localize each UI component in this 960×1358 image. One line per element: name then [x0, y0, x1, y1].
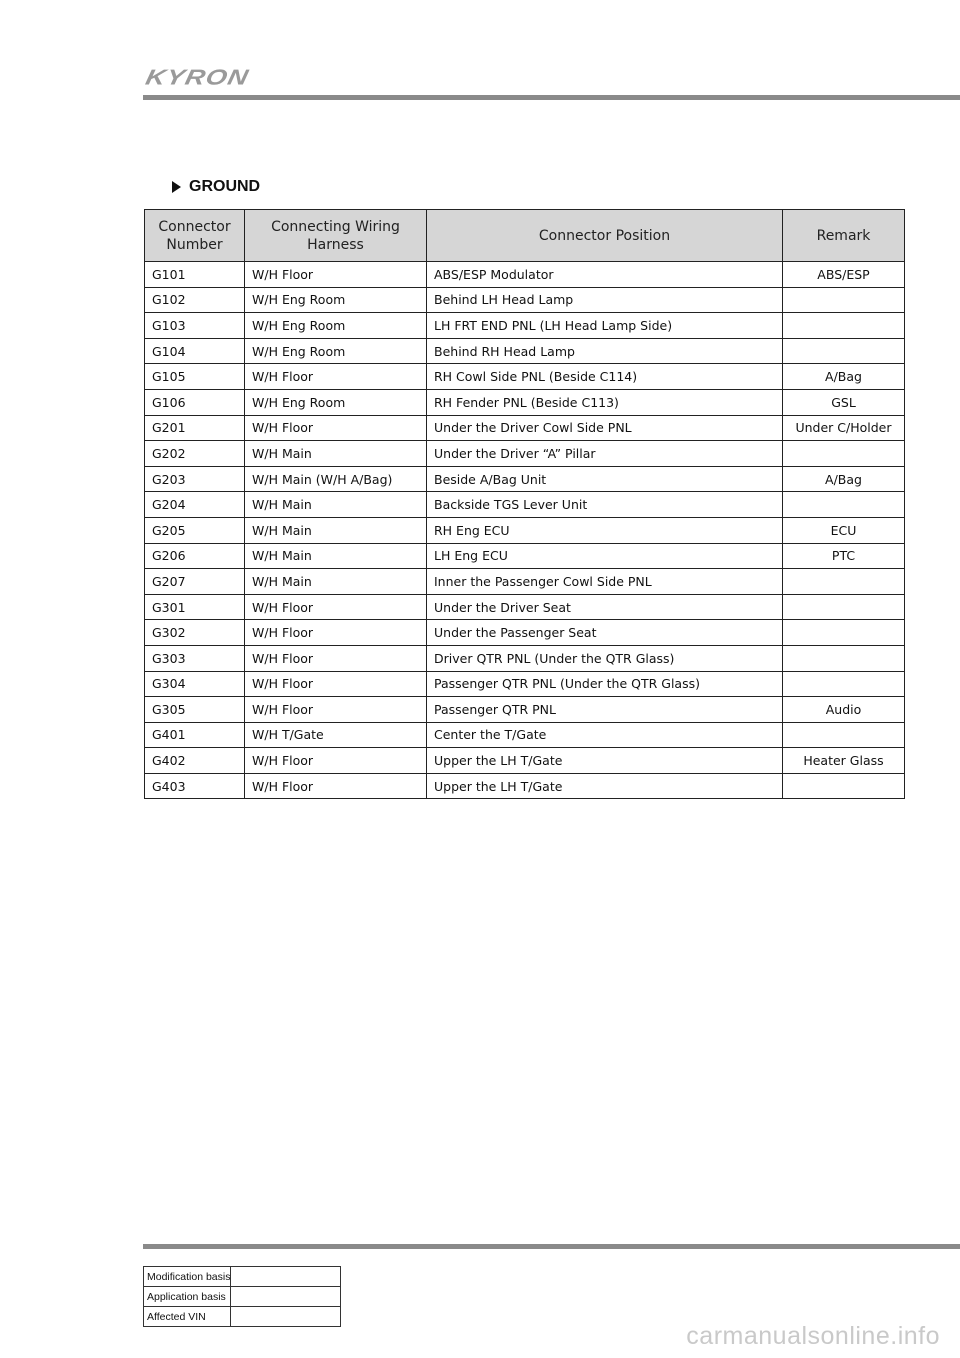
cell-connector-number: G204	[145, 492, 245, 518]
cell-connector-number: G302	[145, 620, 245, 646]
cell-wiring-harness: W/H Eng Room	[245, 313, 427, 339]
cell-wiring-harness: W/H Floor	[245, 415, 427, 441]
modification-label: Modification basis	[144, 1267, 231, 1287]
modification-value	[231, 1287, 341, 1307]
modification-row	[144, 1267, 341, 1287]
cell-remark: ABS/ESP	[783, 262, 905, 288]
cell-wiring-harness: W/H Eng Room	[245, 389, 427, 415]
modification-label: Affected VIN	[144, 1307, 231, 1327]
cell-connector-number: G105	[145, 364, 245, 390]
header-connector-position: Connector Position	[427, 210, 783, 262]
table-row	[145, 466, 905, 492]
cell-remark	[783, 287, 905, 313]
cell-wiring-harness: W/H Floor	[245, 697, 427, 723]
cell-wiring-harness: W/H Floor	[245, 594, 427, 620]
table-row	[145, 594, 905, 620]
cell-connector-position: Behind RH Head Lamp	[427, 338, 783, 364]
cell-remark: Audio	[783, 697, 905, 723]
cell-connector-number: G402	[145, 748, 245, 774]
cell-connector-number: G202	[145, 441, 245, 467]
cell-connector-number: G403	[145, 773, 245, 799]
cell-remark: PTC	[783, 543, 905, 569]
table-row	[145, 313, 905, 339]
cell-wiring-harness: W/H Main	[245, 492, 427, 518]
cell-connector-position: Beside A/Bag Unit	[427, 466, 783, 492]
table-row	[145, 338, 905, 364]
kyron-logo: KYRON	[143, 65, 252, 90]
table-row	[145, 415, 905, 441]
cell-wiring-harness: W/H T/Gate	[245, 722, 427, 748]
cell-wiring-harness: W/H Floor	[245, 364, 427, 390]
cell-remark	[783, 671, 905, 697]
cell-connector-position: ABS/ESP Modulator	[427, 262, 783, 288]
watermark: carmanualsonline.info	[686, 1322, 940, 1350]
cell-wiring-harness: W/H Floor	[245, 620, 427, 646]
header-rule	[143, 95, 960, 100]
cell-connector-position: Under the Passenger Seat	[427, 620, 783, 646]
table-row	[145, 773, 905, 799]
table-row	[145, 441, 905, 467]
table-header-row	[145, 210, 905, 262]
cell-remark	[783, 620, 905, 646]
cell-connector-position: Center the T/Gate	[427, 722, 783, 748]
table-row	[145, 543, 905, 569]
cell-connector-position: RH Eng ECU	[427, 517, 783, 543]
cell-connector-number: G305	[145, 697, 245, 723]
table-row	[145, 722, 905, 748]
cell-remark: Heater Glass	[783, 748, 905, 774]
cell-connector-position: LH FRT END PNL (LH Head Lamp Side)	[427, 313, 783, 339]
cell-connector-position: Backside TGS Lever Unit	[427, 492, 783, 518]
table-row	[145, 492, 905, 518]
cell-remark	[783, 338, 905, 364]
cell-remark	[783, 722, 905, 748]
table-row	[145, 517, 905, 543]
table-row	[145, 389, 905, 415]
table-row	[145, 697, 905, 723]
table-row	[145, 569, 905, 595]
cell-connector-position: Driver QTR PNL (Under the QTR Glass)	[427, 645, 783, 671]
cell-wiring-harness: W/H Main	[245, 543, 427, 569]
cell-remark	[783, 492, 905, 518]
cell-wiring-harness: W/H Main	[245, 441, 427, 467]
cell-remark	[783, 569, 905, 595]
modification-value	[231, 1267, 341, 1287]
cell-wiring-harness: W/H Floor	[245, 645, 427, 671]
cell-remark: ECU	[783, 517, 905, 543]
modification-row	[144, 1307, 341, 1327]
cell-connector-position: Passenger QTR PNL (Under the QTR Glass)	[427, 671, 783, 697]
modification-value	[231, 1307, 341, 1327]
cell-connector-position: LH Eng ECU	[427, 543, 783, 569]
header-connector-number: Connector Number	[145, 210, 245, 262]
cell-connector-position: Under the Driver “A” Pillar	[427, 441, 783, 467]
table-row	[145, 287, 905, 313]
cell-remark: Under C/Holder	[783, 415, 905, 441]
section-heading	[172, 178, 260, 196]
cell-remark: A/Bag	[783, 364, 905, 390]
table-row	[145, 645, 905, 671]
cell-wiring-harness: W/H Eng Room	[245, 287, 427, 313]
modification-label: Application basis	[144, 1287, 231, 1307]
cell-connector-number: G103	[145, 313, 245, 339]
cell-connector-position: RH Cowl Side PNL (Beside C114)	[427, 364, 783, 390]
cell-connector-position: Upper the LH T/Gate	[427, 773, 783, 799]
cell-wiring-harness: W/H Floor	[245, 262, 427, 288]
header-wiring-harness: Connecting Wiring Harness	[245, 210, 427, 262]
cell-wiring-harness: W/H Main	[245, 517, 427, 543]
cell-connector-number: G401	[145, 722, 245, 748]
play-triangle-icon	[172, 181, 181, 193]
cell-remark	[783, 441, 905, 467]
cell-wiring-harness: W/H Eng Room	[245, 338, 427, 364]
header-remark: Remark	[783, 210, 905, 262]
cell-wiring-harness: W/H Floor	[245, 671, 427, 697]
cell-remark	[783, 645, 905, 671]
cell-wiring-harness: W/H Main (W/H A/Bag)	[245, 466, 427, 492]
cell-connector-number: G303	[145, 645, 245, 671]
cell-connector-position: Behind LH Head Lamp	[427, 287, 783, 313]
cell-connector-position: Passenger QTR PNL	[427, 697, 783, 723]
cell-connector-position: RH Fender PNL (Beside C113)	[427, 389, 783, 415]
cell-wiring-harness: W/H Floor	[245, 773, 427, 799]
cell-connector-number: G106	[145, 389, 245, 415]
section-title: GROUND	[189, 178, 261, 195]
table-row	[145, 748, 905, 774]
cell-connector-position: Under the Driver Cowl Side PNL	[427, 415, 783, 441]
cell-connector-number: G201	[145, 415, 245, 441]
table-row	[145, 364, 905, 390]
modification-row	[144, 1287, 341, 1307]
cell-connector-number: G203	[145, 466, 245, 492]
cell-connector-number: G101	[145, 262, 245, 288]
cell-wiring-harness: W/H Main	[245, 569, 427, 595]
cell-connector-number: G301	[145, 594, 245, 620]
cell-remark: GSL	[783, 389, 905, 415]
cell-connector-number: G304	[145, 671, 245, 697]
cell-connector-number: G206	[145, 543, 245, 569]
cell-connector-position: Under the Driver Seat	[427, 594, 783, 620]
modification-table	[143, 1266, 341, 1327]
cell-remark	[783, 594, 905, 620]
cell-remark: A/Bag	[783, 466, 905, 492]
cell-connector-number: G102	[145, 287, 245, 313]
cell-connector-position: Upper the LH T/Gate	[427, 748, 783, 774]
cell-connector-number: G205	[145, 517, 245, 543]
cell-connector-number: G207	[145, 569, 245, 595]
cell-connector-number: G104	[145, 338, 245, 364]
footer-rule	[143, 1244, 960, 1249]
table-row	[145, 620, 905, 646]
cell-connector-position: Inner the Passenger Cowl Side PNL	[427, 569, 783, 595]
table-row	[145, 262, 905, 288]
ground-connector-table	[144, 209, 905, 799]
cell-wiring-harness: W/H Floor	[245, 748, 427, 774]
table-row	[145, 671, 905, 697]
cell-remark	[783, 313, 905, 339]
cell-remark	[783, 773, 905, 799]
